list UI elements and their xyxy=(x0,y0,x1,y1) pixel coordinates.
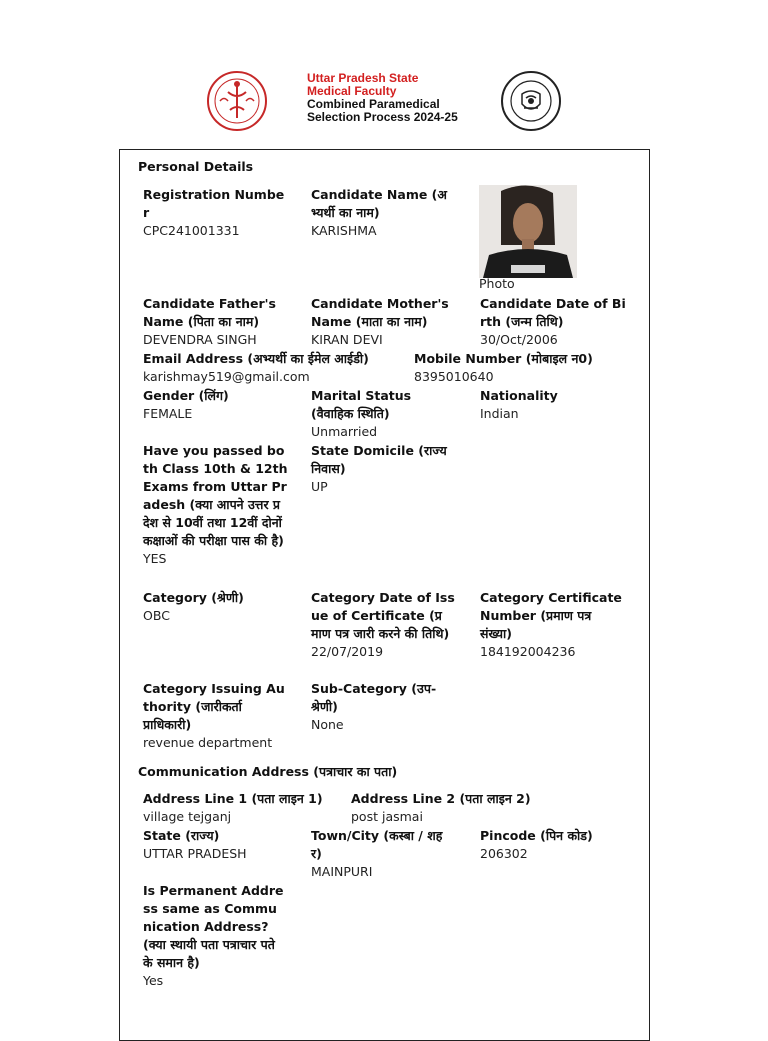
org-line-1: Uttar Pradesh State xyxy=(307,71,419,85)
field-value: OBC xyxy=(143,608,170,623)
date-of-birth-field xyxy=(480,295,626,348)
field-value: MAINPURI xyxy=(311,864,373,879)
field-label: Category Certificate Number (प्रमाण पत्र संख्या) xyxy=(480,590,622,641)
field-value: 30/Oct/2006 xyxy=(480,332,558,347)
field-label: Candidate Father's Name (पिता का नाम) xyxy=(143,296,276,329)
category-certificate-number-field xyxy=(480,589,626,660)
field-value: karishmay519@gmail.com xyxy=(143,369,310,384)
field-value: KARISHMA xyxy=(311,223,377,238)
process-line-1: Combined Paramedical xyxy=(307,97,440,111)
marital-status-field xyxy=(311,387,441,440)
address-line-2-field xyxy=(351,790,571,825)
registration-number-field xyxy=(143,186,285,239)
field-label: Have you passed both Class 10th & 12th Exams from Uttar Pradesh (क्या आपने उत्तर प्रदेश से 10वीं तथा 12वीं दोनों कक्षाओं की परीक्षा पास की है) xyxy=(143,443,288,548)
field-label: Gender (लिंग) xyxy=(143,388,229,403)
mobile-number-field xyxy=(414,350,629,385)
father-name-field xyxy=(143,295,293,348)
field-value: 184192004236 xyxy=(480,644,576,659)
field-label: Pincode (पिन कोड) xyxy=(480,828,593,843)
field-value: 8395010640 xyxy=(414,369,494,384)
field-value: post jasmai xyxy=(351,809,423,824)
state-field xyxy=(143,827,293,862)
up-government-seal-icon xyxy=(500,70,562,132)
field-label: Is Permanent Address same as Communication Address? (क्या स्थायी पता पत्राचार पते के समान है) xyxy=(143,883,284,970)
field-label: Address Line 1 (पता लाइन 1) xyxy=(143,791,323,806)
photo-label: Photo xyxy=(479,276,515,291)
nationality-field xyxy=(480,387,630,422)
field-label: Mobile Number (मोबाइल न0) xyxy=(414,351,593,366)
field-label: Category Date of Issue of Certificate (प्रमाण पत्र जारी करने की तिथि) xyxy=(311,590,455,641)
field-value: DEVENDRA SINGH xyxy=(143,332,257,347)
candidate-photo-image-icon xyxy=(479,185,577,278)
mother-name-field xyxy=(311,295,461,348)
field-label: Registration Number xyxy=(143,187,285,220)
org-line-2: Medical Faculty xyxy=(307,84,397,98)
passed-class-10-12-field xyxy=(143,442,288,567)
field-value: 206302 xyxy=(480,846,528,861)
field-label: Candidate Date of Birth (जन्म तिथि) xyxy=(480,296,626,329)
field-label: Candidate Name (अभ्यर्थी का नाम) xyxy=(311,187,447,220)
category-issue-date-field xyxy=(311,589,457,660)
field-value: Yes xyxy=(143,973,164,988)
field-label: Nationality xyxy=(480,388,558,403)
field-value: KIRAN DEVI xyxy=(311,332,383,347)
field-label: Category Issuing Authority (जारीकर्ता प्राधिकारी) xyxy=(143,681,285,732)
field-value: village tejganj xyxy=(143,809,232,824)
field-label: Town/City (कस्बा / शहर) xyxy=(311,828,443,861)
field-value: 22/07/2019 xyxy=(311,644,384,659)
field-value: None xyxy=(311,717,344,732)
field-value: revenue department xyxy=(143,735,273,750)
field-label: Marital Status (वैवाहिक स्थिति) xyxy=(311,388,412,421)
field-label: Candidate Mother's Name (माता का नाम) xyxy=(311,296,449,329)
address-line-1-field xyxy=(143,790,348,825)
field-value: YES xyxy=(143,551,167,566)
email-field xyxy=(143,350,413,385)
medical-faculty-emblem-icon xyxy=(206,70,268,132)
field-value: Indian xyxy=(480,406,519,421)
field-label: Category (श्रेणी) xyxy=(143,590,244,605)
communication-address-heading: Communication Address (पत्राचार का पता) xyxy=(138,764,398,779)
state-domicile-field xyxy=(311,442,456,495)
candidate-name-field xyxy=(311,186,456,239)
field-value: FEMALE xyxy=(143,406,193,421)
field-value: Unmarried xyxy=(311,424,378,439)
gender-field xyxy=(143,387,293,422)
pincode-field xyxy=(480,827,630,862)
personal-details-heading: Personal Details xyxy=(138,159,254,174)
field-label: State Domicile (राज्य निवास) xyxy=(311,443,447,476)
field-label: State (राज्य) xyxy=(143,828,220,843)
permanent-address-same-field xyxy=(143,882,285,989)
document-header xyxy=(0,60,768,140)
field-value: UTTAR PRADESH xyxy=(143,846,247,861)
candidate-photo xyxy=(479,185,577,278)
field-label: Email Address (अभ्यर्थी का ईमेल आईडी) xyxy=(143,351,369,366)
process-line-2: Selection Process 2024-25 xyxy=(307,110,458,124)
category-issuing-authority-field xyxy=(143,680,285,751)
field-value: UP xyxy=(311,479,328,494)
field-label: Sub-Category (उप-श्रेणी) xyxy=(311,681,437,714)
organization-title xyxy=(307,72,458,124)
sub-category-field xyxy=(311,680,441,733)
field-value: CPC241001331 xyxy=(143,223,240,238)
field-label: Address Line 2 (पता लाइन 2) xyxy=(351,791,531,806)
town-city-field xyxy=(311,827,453,880)
category-field xyxy=(143,589,293,624)
